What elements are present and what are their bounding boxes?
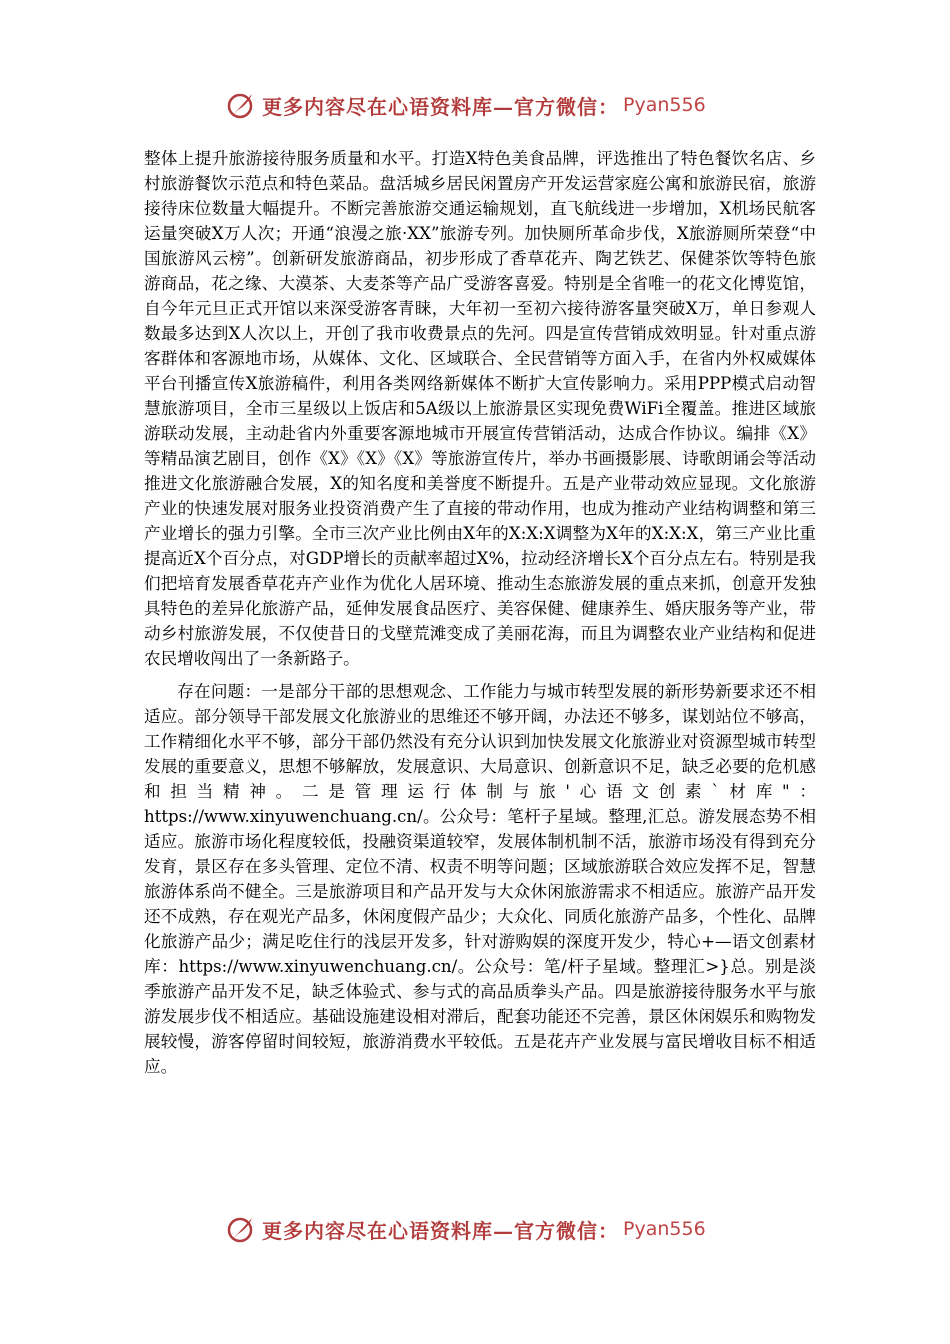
paragraph-1: 整体上提升旅游接待服务质量和水平。打造X特色美食品牌，评选推出了特色餐饮名店、乡村旅游餐饮示范点和特色菜品。盘活城乡居民闲置房产开发运营家庭公寓和旅游民宿，旅游接待床位数量大幅提升。不断完善旅游交通运输规划，直飞航线进一步增加，X机场民航客运量突破X万人次；开通“浪漫之旅·XX”旅游专列。加快厕所革命步伐，X旅游厕所荣登“中国旅游风云榜”。创新研发旅游商品，初步形成了香草花卉、陶艺铁艺、保健茶饮等特色旅游商品，花之缘、大漠茶、大麦茶等产品广受游客喜爱。特别是全省唯一的花文化博览馆，自今年元旦正式开馆以来深受游客青睐，大年初一至初六接待游客量突破X万，单日参观人数最多达到X人次以上，开创了我市收费景点的先河。四是宣传营销成效明显。针对重点游客群体和客源地市场，从媒体、文化、区域联合、全民营销等方面入手，在省内外权威媒体平台刊播宣传X旅游稿件，利用各类网络新媒体不断扩大宣传影响力。采用PPP模式启动智慧旅游项目，全市三星级以上饭店和5A级以上旅游景区实现免费WiFi全覆盖。推进区域旅游联动发展，主动赴省内外重要客源地城市开展宣传营销活动，达成合作协议。编排《X》等精品演艺剧目，创作《X》《X》《X》等旅游宣传片，举办书画摄影展、诗歌朗诵会等活动推进文化旅游融合发展，X的知名度和美誉度不断提升。五是产业带动效应显现。文化旅游产业的快速发展对服务业投资消费产生了直接的带动作用，也成为推动产业结构调整和第三产业增长的强力引擎。全市三次产业比例由X年的X:X:X调整为X年的X:X:X，第三产业比重提高近X个百分点，对GDP增长的贡献率超过X%，拉动经济增长X个百分点左右。特别是我们把培育发展香草花卉产业作为优化人居环境、推动生态旅游发展的重点来抓，创意开发独具特色的差异化旅游产品，延伸发展食品医疗、美容保健、健康养生、婚庆服务等产业，带动乡村旅游发展，不仅使昔日的戈壁荒滩变成了美丽花海，而且为调整农业产业结构和促进农民增收闯出了一条新路子。 (144, 149, 816, 668)
document-body (144, 146, 816, 1079)
feather-logo-icon (226, 90, 256, 120)
banner-wechat-id: Pyan556 (623, 1218, 706, 1240)
paragraph-2: 存在问题：一是部分干部的思想观念、工作能力与城市转型发展的新形势新要求还不相适应。部分领导干部发展文化旅游业的思维还不够开阔，办法还不够多，谋划站位不够高，工作精细化水平不够，部分干部仍然没有充分认识到加快发展文化旅游业对资源型城市转型发展的重要意义，思想不够解放，发展意识、大局意识、创新意识不足，缺乏必要的危机感和担当精神。二是管理运行体制与旅'心语文创素`材库"：https://www.xinyuwenchuang.cn/。公众号：笔杆子星域。整理,汇总。游发展态势不相适应。旅游市场化程度较低，投融资渠道较窄，发展体制机制不活，旅游市场没有得到充分发育，景区存在多头管理、定位不清、权责不明等问题；区域旅游联合效应发挥不足，智慧旅游体系尚不健全。三是旅游项目和产品开发与大众休闲旅游需求不相适应。旅游产品开发还不成熟，存在观光产品多，休闲度假产品少；大众化、同质化旅游产品多，个性化、品牌化旅游产品少；满足吃住行的浅层开发多，针对游购娱的深度开发少，特心+—语文创素材库：https://www.xinyuwenchuang.cn/。公众号：笔/杆子星域。整理汇>}总。别是淡季旅游产品开发不足，缺乏体验式、参与式的高品质拳头产品。四是旅游接待服务水平与旅游发展步伐不相适应。基础设施建设相对滞后，配套功能还不完善，景区休闲娱乐和购物发展较慢，游客停留时间较短，旅游消费水平较低。五是花卉产业发展与富民增收目标不相适应。 (144, 682, 816, 1076)
banner-text: 更多内容尽在心语资料库—官方微信： (262, 1218, 619, 1243)
banner-wechat-id: Pyan556 (623, 94, 706, 116)
footer-banner (226, 1212, 746, 1246)
feather-logo-icon (226, 1214, 256, 1244)
header-banner (226, 88, 746, 122)
banner-text: 更多内容尽在心语资料库—官方微信： (262, 94, 619, 119)
